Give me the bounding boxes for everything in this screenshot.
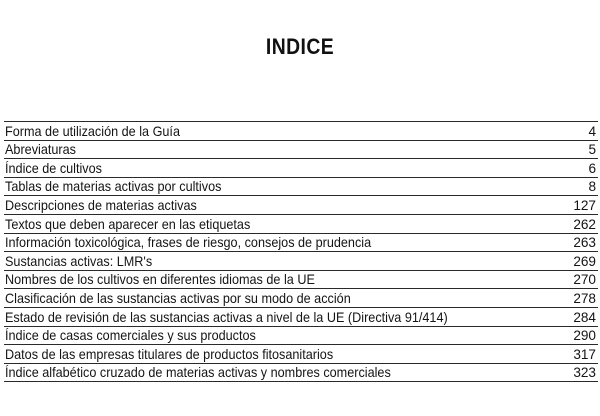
toc-page-number: 270 — [573, 272, 596, 288]
page-title: INDICE — [265, 34, 335, 59]
toc-row[interactable] — [4, 122, 598, 141]
toc-entry-label: Abreviaturas — [5, 142, 76, 158]
toc-row[interactable] — [4, 234, 598, 253]
toc-page-number: 5 — [588, 142, 596, 158]
toc-entry-label: Sustancias activas: LMR's — [5, 253, 153, 269]
toc-row[interactable] — [4, 345, 598, 364]
toc-row[interactable] — [4, 327, 598, 346]
toc-entry-label: Estado de revisión de las sustancias activas a nivel de la UE (Directiva 91/414) — [5, 309, 448, 325]
toc-row[interactable] — [4, 289, 598, 308]
toc-entry-label: Datos de las empresas titulares de productos fitosanitarios — [5, 346, 334, 362]
table-of-contents — [4, 121, 598, 382]
toc-row[interactable] — [4, 308, 598, 327]
toc-page-number: 317 — [573, 346, 596, 362]
toc-page-number: 127 — [573, 197, 596, 213]
toc-page-number: 290 — [573, 328, 596, 344]
toc-page-number: 284 — [573, 309, 596, 325]
toc-entry-label: Descripciones de materias activas — [5, 197, 197, 213]
toc-row[interactable] — [4, 271, 598, 290]
toc-page-number: 263 — [573, 235, 596, 251]
toc-page-number: 6 — [588, 160, 596, 176]
toc-entry-label: Nombres de los cultivos en diferentes idiomas de la UE — [5, 272, 315, 288]
toc-entry-label: Índice de casas comerciales y sus productos — [5, 328, 256, 344]
toc-row[interactable] — [4, 196, 598, 215]
toc-row[interactable] — [4, 364, 598, 383]
toc-row[interactable] — [4, 141, 598, 160]
toc-row[interactable] — [4, 178, 598, 197]
toc-entry-label: Tablas de materias activas por cultivos — [5, 179, 222, 195]
toc-page-number: 262 — [573, 216, 596, 232]
toc-entry-label: Índice alfabético cruzado de materias activas y nombres comerciales — [5, 365, 391, 381]
toc-entry-label: Clasificación de las sustancias activas por su modo de acción — [5, 290, 351, 306]
toc-row[interactable] — [4, 159, 598, 178]
toc-entry-label: Forma de utilización de la Guía — [5, 123, 180, 139]
toc-page-number: 323 — [573, 365, 596, 381]
toc-entry-label: Índice de cultivos — [5, 160, 102, 176]
toc-page-number: 278 — [573, 290, 596, 306]
toc-page-number: 269 — [573, 253, 596, 269]
toc-row[interactable] — [4, 215, 598, 234]
toc-entry-label: Información toxicológica, frases de riesgo, consejos de prudencia — [5, 235, 372, 251]
toc-page-number: 4 — [588, 123, 596, 139]
toc-row[interactable] — [4, 252, 598, 271]
toc-entry-label: Textos que deben aparecer en las etiquetas — [5, 216, 251, 232]
toc-page-number: 8 — [588, 179, 596, 195]
